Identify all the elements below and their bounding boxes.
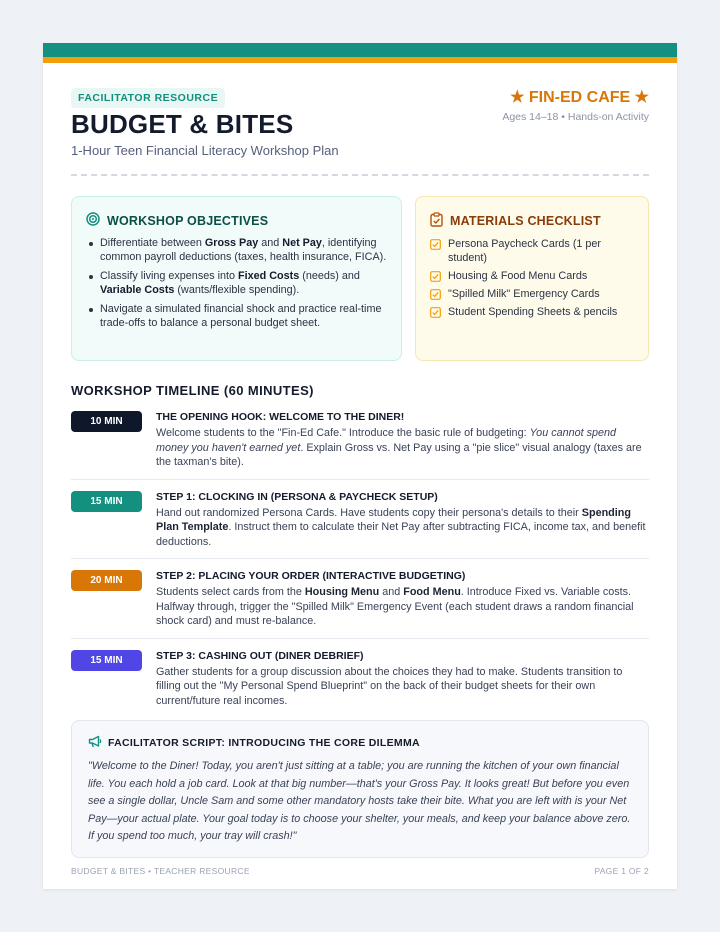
objectives-list [86,236,387,330]
brand-name: ★ FIN-ED CAFE ★ [510,89,649,106]
material-label: Student Spending Sheets & pencils [448,306,618,318]
timeline-step [71,566,649,639]
objective-text: (wants/flexible spending). [174,284,300,296]
dashed-divider [71,174,649,176]
timeline-title: WORKSHOP TIMELINE (60 MINUTES) [71,383,314,398]
step-text: You cannot spend money you haven't earned yet [156,427,617,454]
objective-term: Fixed Costs [238,270,300,282]
timeline-list [71,407,649,724]
step-text: Spending Plan Template [156,506,631,533]
timeline-step [71,487,649,560]
objective-term: Gross Pay [204,237,259,249]
step-text: . Explain Gross vs. Net Pay using a "pie slice" visual analogy (taxes are the taxman's bite). [156,441,642,468]
step-text: Welcome students to the "Fin-Ed Cafe." Introduce the basic rule of budgeting: [156,427,530,439]
objectives-header [86,212,387,229]
step-body [156,650,649,709]
material-item [430,269,634,283]
objective-text: (needs) and [299,270,360,282]
page-title: BUDGET & BITES [71,109,294,139]
step-description [156,506,649,550]
step-description [156,426,649,470]
step-title: THE OPENING HOOK: WELCOME TO THE DINER! [156,411,405,423]
checkbox-icon [430,307,441,322]
objective-text: , identifying common payroll deductions (taxes, health insurance, FICA). [100,237,387,263]
materials-list [430,237,634,319]
timeline-step [71,646,649,718]
step-body [156,411,649,470]
objectives-card [71,196,402,361]
duration-pill: 10 MIN [71,411,142,432]
page-subtitle: 1-Hour Teen Financial Literacy Workshop Plan [71,143,339,158]
objective-term: Net Pay [282,237,322,249]
objective-item [86,269,387,297]
step-text: Gather students for a group discussion about the choices they had to make. Students transition to filling out the "My Personal Spend Blueprint" on the back of their budget sheets for their own current/future real incomes. [156,665,623,707]
checkbox-icon [430,271,441,286]
step-body [156,570,649,629]
facilitator-script-box [71,720,649,858]
header-band-orange [43,57,677,63]
materials-card [415,196,649,361]
objective-item [86,236,387,264]
target-icon [86,212,107,229]
material-label: Housing & Food Menu Cards [448,270,588,282]
step-title: STEP 3: CASHING OUT (DINER DEBRIEF) [156,649,364,662]
step-text: Hand out randomized Persona Cards. Have students copy their persona's details to their [156,506,582,519]
material-item [430,305,634,319]
footer-left: BUDGET & BITES • TEACHER RESOURCE [71,866,250,876]
script-quote: "Welcome to the Diner! Today, you aren't just sitting at a table; you are running the kitchen of your own financial life. You each hold a job card. Look at that big number—that's your Gross Pay. It looks great! But before you even see a single dollar, Uncle Sam and some other mandatory hosts take their bite. What you are left with is your Net Pay—your actual plate. Your goal today is to choose your shelter, your meals, and keep your balance above zero. If you spend too much, your tray will crash!" [88,760,631,842]
objective-item [86,302,387,330]
duration-pill: 15 MIN [71,491,142,512]
step-description [156,585,649,629]
material-label: Persona Paycheck Cards (1 per student) [448,238,602,264]
step-text: . Instruct them to calculate their Net Pay after subtracting FICA, income tax, and benefit deductions. [156,521,646,548]
material-label: "Spilled Milk" Emergency Cards [448,288,600,300]
step-text: Students select cards from the [156,586,305,598]
brand-subtitle: Ages 14–18 • Hands-on Activity [502,111,649,123]
header-band-teal [43,43,677,57]
resource-badge: FACILITATOR RESOURCE [71,88,225,108]
script-title: FACILITATOR SCRIPT: INTRODUCING THE CORE DILEMMA [108,737,420,749]
objective-text: Navigate a simulated financial shock and practice real-time trade-offs to balance a personal budget sheet. [100,303,382,329]
materials-title: MATERIALS CHECKLIST [450,214,601,228]
objective-text: Differentiate between [100,237,205,249]
objective-text: and [258,237,283,249]
megaphone-icon [88,735,108,751]
script-header [88,735,632,751]
materials-header [430,212,634,230]
duration-pill: 20 MIN [71,570,142,591]
objective-text: Classify living expenses into [100,270,239,282]
step-text: Food Menu [403,586,461,598]
step-title: STEP 2: PLACING YOUR ORDER (INTERACTIVE BUDGETING) [156,570,466,582]
objectives-title: WORKSHOP OBJECTIVES [107,213,269,228]
material-item [430,287,634,301]
checkbox-icon [430,239,441,254]
step-body [156,491,649,550]
timeline-step [71,407,649,480]
step-description [156,665,649,709]
checkbox-icon [430,289,441,304]
step-text: and [379,586,404,598]
objective-term: Variable Costs [100,284,175,296]
clipboard-icon [430,212,450,230]
step-text: Housing Menu [304,586,380,598]
material-item [430,237,634,265]
worksheet-page [43,43,677,889]
step-text: . Introduce Fixed vs. Variable costs. Halfway through, trigger the "Spilled Milk" Emergency Event (each student draws a random financial shock card) and must re-balance. [156,586,634,627]
step-title: STEP 1: CLOCKING IN (PERSONA & PAYCHECK SETUP) [156,490,438,503]
footer-page-number: PAGE 1 OF 2 [594,866,649,876]
duration-pill: 15 MIN [71,650,142,671]
